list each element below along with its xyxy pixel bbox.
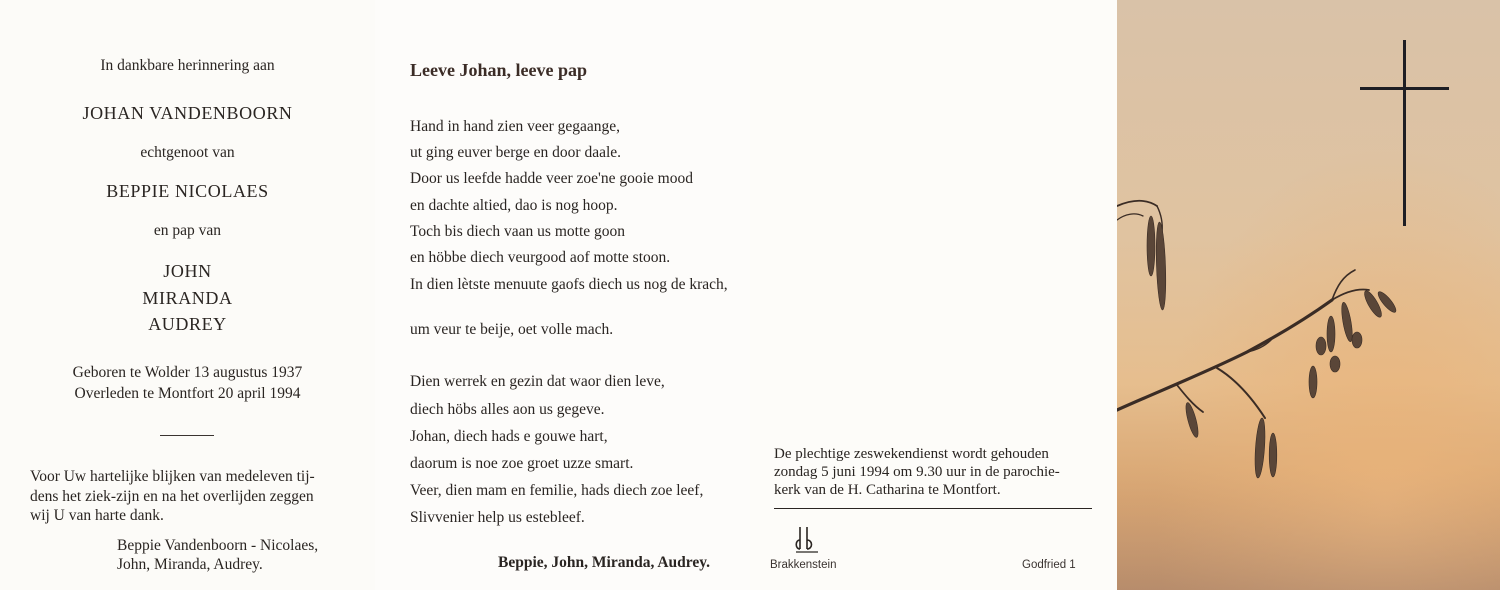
poem-line: en höbbe diech veurgood aof motte stoon.: [410, 249, 671, 266]
poem-line: Johan, diech hads e gouwe hart,: [410, 428, 608, 445]
poem-line: Door us leefde hadde veer zoe'ne gooie mood: [410, 170, 693, 187]
poem-line: um veur te beije, oet volle mach.: [410, 321, 614, 338]
signature-line: Beppie Vandenboorn - Nicolaes,: [117, 537, 319, 554]
poem-line: Hand in hand zien veer gegaange,: [410, 118, 621, 135]
poem-line: Slivvenier help us estebleef.: [410, 509, 585, 526]
children-intro: en pap van: [153, 222, 222, 239]
poem-line: Dien werrek en gezin dat waor dien leve,: [410, 373, 665, 390]
thanks-line: wij U van harte dank.: [30, 507, 164, 524]
child-name: AUDREY: [148, 314, 227, 334]
poem-line: Veer, dien mam en femilie, hads diech zoe leef,: [410, 482, 704, 499]
poem-panel: [375, 0, 750, 590]
poem-line: diech höbs alles aon us gegeve.: [410, 401, 605, 418]
child-name: JOHN: [163, 261, 212, 281]
publisher-name: Brakkenstein: [770, 559, 837, 571]
poem-signature: Beppie, John, Miranda, Audrey.: [498, 554, 711, 571]
poem-line: en dachte altied, dao is nog hoop.: [410, 197, 618, 214]
poem-line: ut ging euver berge en door daale.: [410, 144, 622, 161]
spouse-name: BEPPIE NICOLAES: [106, 181, 269, 201]
notice-rule: [774, 508, 1092, 509]
birth-line: Geboren te Wolder 13 augustus 1937: [72, 364, 303, 381]
intro-text: In dankbare herinnering aan: [100, 57, 275, 74]
poem-line: daorum is noe zoe groet uzze smart.: [410, 455, 634, 472]
thanks-line: dens het ziek-zijn en na het overlijden zeggen: [30, 488, 314, 505]
notice-panel: [750, 0, 1117, 590]
branch-photo: [1117, 0, 1500, 590]
service-notice-line: zondag 5 juni 1994 om 9.30 uur in de parochie-: [774, 464, 1060, 480]
service-notice-line: kerk van de H. Catharina te Montfort.: [774, 482, 1001, 498]
remembrance-panel: [0, 0, 375, 590]
service-notice-line: De plechtige zeswekendienst wordt gehouden: [774, 446, 1049, 462]
spouse-intro: echtgenoot van: [140, 144, 235, 161]
death-line: Overleden te Montfort 20 april 1994: [74, 385, 301, 402]
publisher-logo-icon: [792, 523, 822, 555]
photo-panel: [1117, 0, 1500, 590]
child-name: MIRANDA: [142, 288, 233, 308]
poem-line: Toch bis diech vaan us motte goon: [410, 223, 626, 240]
deceased-name: JOHAN VANDENBOORN: [82, 103, 293, 123]
divider: [160, 435, 214, 436]
poem-line: In dien lètste menuute gaofs diech us nog de krach,: [410, 276, 728, 293]
poem-title: Leeve Johan, leeve pap: [410, 60, 587, 80]
thanks-line: Voor Uw hartelijke blijken van medeleven tij-: [30, 468, 315, 485]
card-code: Godfried 1: [1022, 559, 1076, 571]
signature-line: John, Miranda, Audrey.: [117, 556, 263, 573]
